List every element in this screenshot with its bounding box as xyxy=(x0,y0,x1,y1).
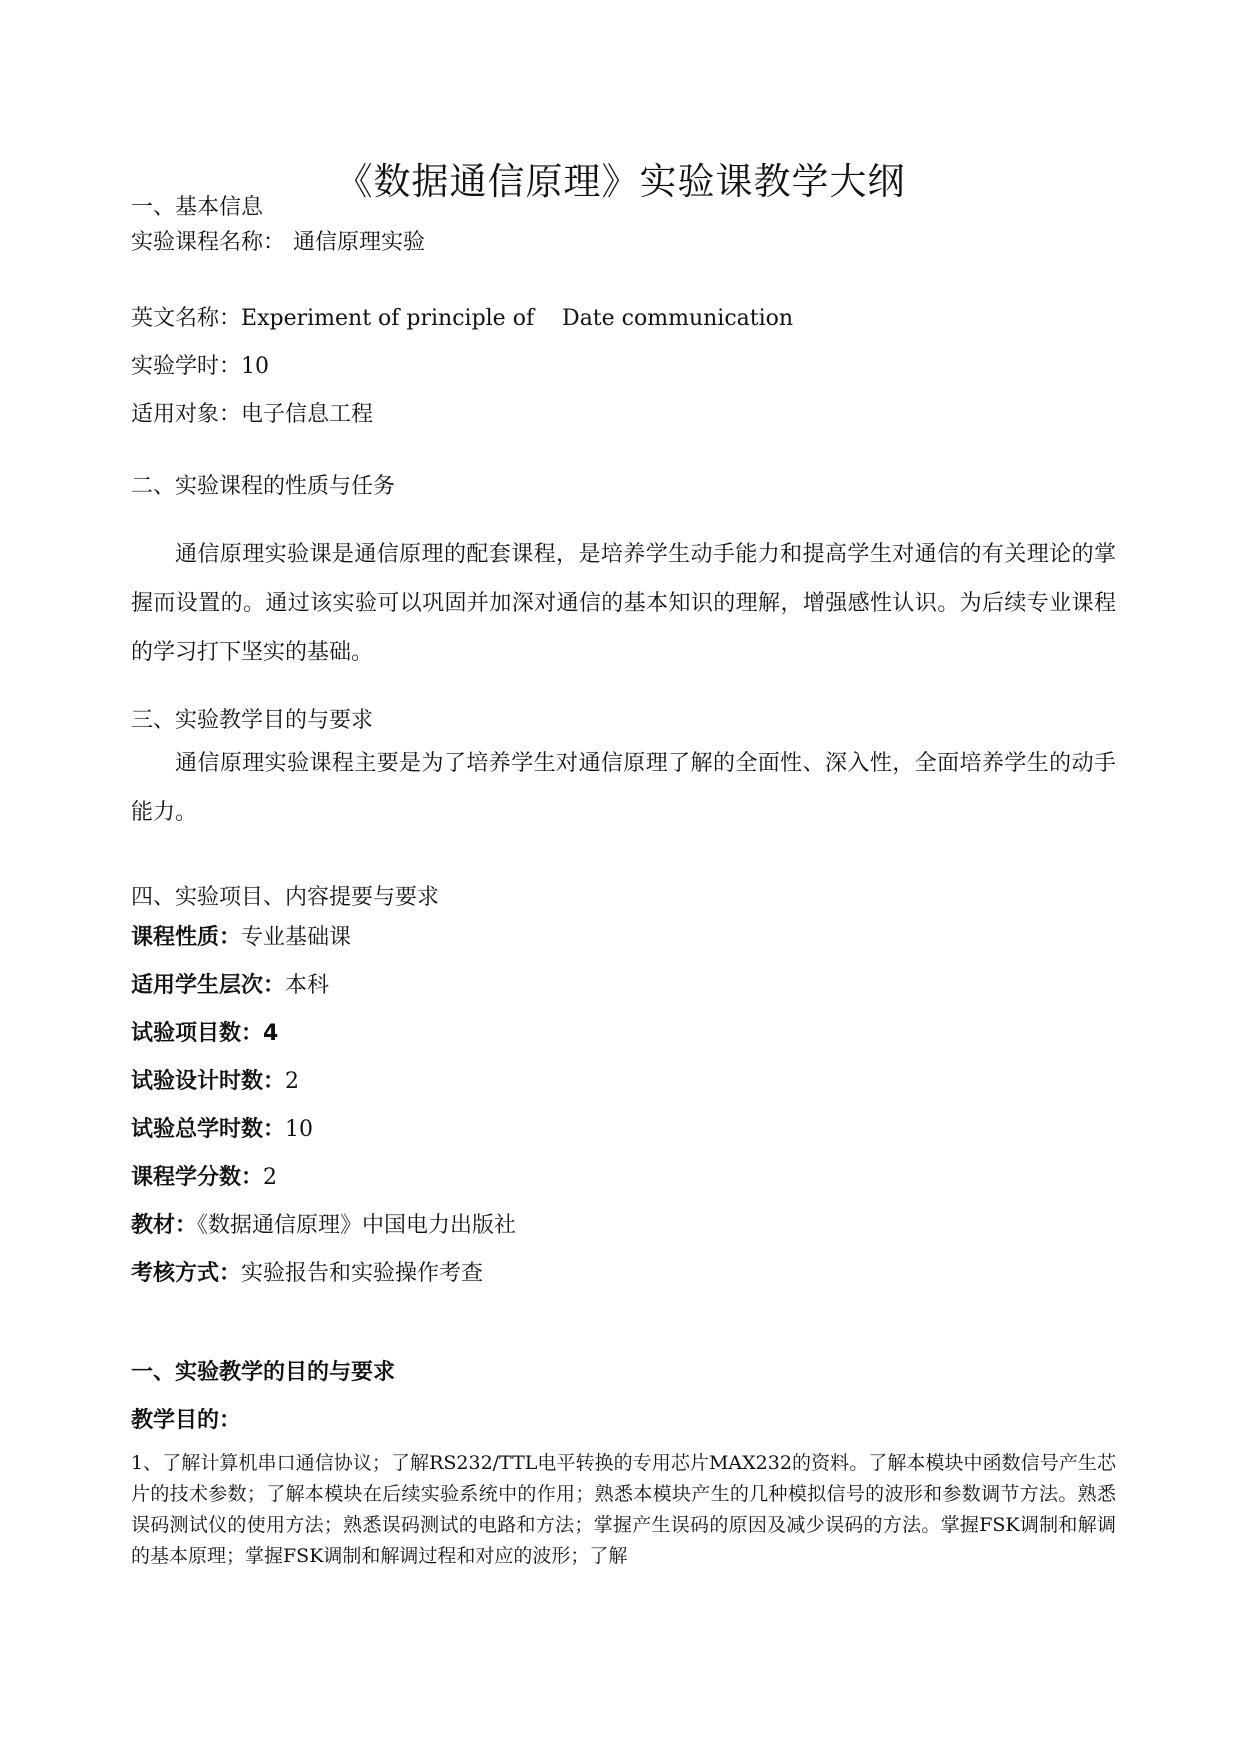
teaching-purpose-paragraph: 1、了解计算机串口通信协议；了解RS232/TTL电平转换的专用芯片MAX232的资料。了解本模块中函数信号产生芯片的技术参数；了解本模块在后续实验系统中的作用；熟悉本模块产生的几种模拟信号的波形和参数调节方法。熟悉误码测试仪的使用方法；熟悉误码测试的电路和方法；掌握产生误码的原因及减少误码的方法。掌握FSK调制和解调的基本原理；掌握FSK调制和解调过程和对应的波形；了解 xyxy=(131,1452,1116,1567)
credits-row xyxy=(131,1163,277,1193)
section-teaching-objectives-heading: 一、实验教学的目的与要求 xyxy=(131,1360,396,1385)
design-hours-row xyxy=(131,1067,299,1097)
student-level-value: 本科 xyxy=(285,973,330,998)
textbook-label: 教材： xyxy=(131,1213,198,1238)
section-objectives-paragraph: 通信原理实验课程主要是为了培养学生对通信原理了解的全面性、深入性，全面培养学生的动手能力。 xyxy=(131,751,1116,825)
assessment-label: 考核方式： xyxy=(131,1261,242,1286)
total-hours-row xyxy=(131,1115,313,1145)
hours-row xyxy=(131,352,269,382)
credits-label: 课程学分数： xyxy=(131,1165,264,1190)
credits-value: 2 xyxy=(263,1165,278,1190)
section-nature-paragraph: 通信原理实验课是通信原理的配套课程，是培养学生动手能力和提高学生对通信的有关理论的掌握而设置的。通过该实验可以巩固并加深对通信的基本知识的理解，增强感性认识。为后续专业课程的学习打下坚实的基础。 xyxy=(131,542,1116,665)
course-name-row xyxy=(131,228,425,258)
audience-label: 适用对象： xyxy=(131,402,242,427)
document-title: 《数据通信原理》实验课教学大纲 xyxy=(335,160,906,203)
hours-label: 实验学时： xyxy=(131,354,242,379)
english-name-row xyxy=(131,304,793,334)
design-hours-label: 试验设计时数： xyxy=(131,1069,286,1094)
course-nature-value: 专业基础课 xyxy=(241,925,352,950)
student-level-label: 适用学生层次： xyxy=(131,973,286,998)
section-projects-heading: 四、实验项目、内容提要与要求 xyxy=(131,885,440,910)
audience-row xyxy=(131,400,373,430)
textbook-value: 《数据通信原理》中国电力出版社 xyxy=(197,1213,517,1238)
section-basic-info-heading: 一、基本信息 xyxy=(131,195,264,220)
assessment-value: 实验报告和实验操作考查 xyxy=(241,1261,484,1286)
assessment-row xyxy=(131,1259,483,1289)
project-count-value: 4 xyxy=(263,1021,279,1046)
section-nature-heading: 二、实验课程的性质与任务 xyxy=(131,474,396,499)
design-hours-value: 2 xyxy=(285,1069,300,1094)
project-count-label: 试验项目数： xyxy=(131,1021,264,1046)
audience-value: 电子信息工程 xyxy=(241,402,374,427)
hours-value: 10 xyxy=(241,354,270,379)
teaching-purpose-subheading: 教学目的： xyxy=(131,1408,242,1433)
course-name-value: 通信原理实验 xyxy=(293,230,426,255)
total-hours-value: 10 xyxy=(285,1117,314,1142)
course-name-label: 实验课程名称： xyxy=(131,230,286,255)
course-nature-row xyxy=(131,923,351,953)
student-level-row xyxy=(131,971,329,1001)
total-hours-label: 试验总学时数： xyxy=(131,1117,286,1142)
project-count-row xyxy=(131,1019,278,1049)
section-objectives-heading: 三、实验教学目的与要求 xyxy=(131,708,374,733)
english-name-value: Experiment of principle of Date communication xyxy=(241,306,794,331)
textbook-row xyxy=(131,1211,516,1241)
course-nature-label: 课程性质： xyxy=(131,925,242,950)
english-name-label: 英文名称： xyxy=(131,306,242,331)
